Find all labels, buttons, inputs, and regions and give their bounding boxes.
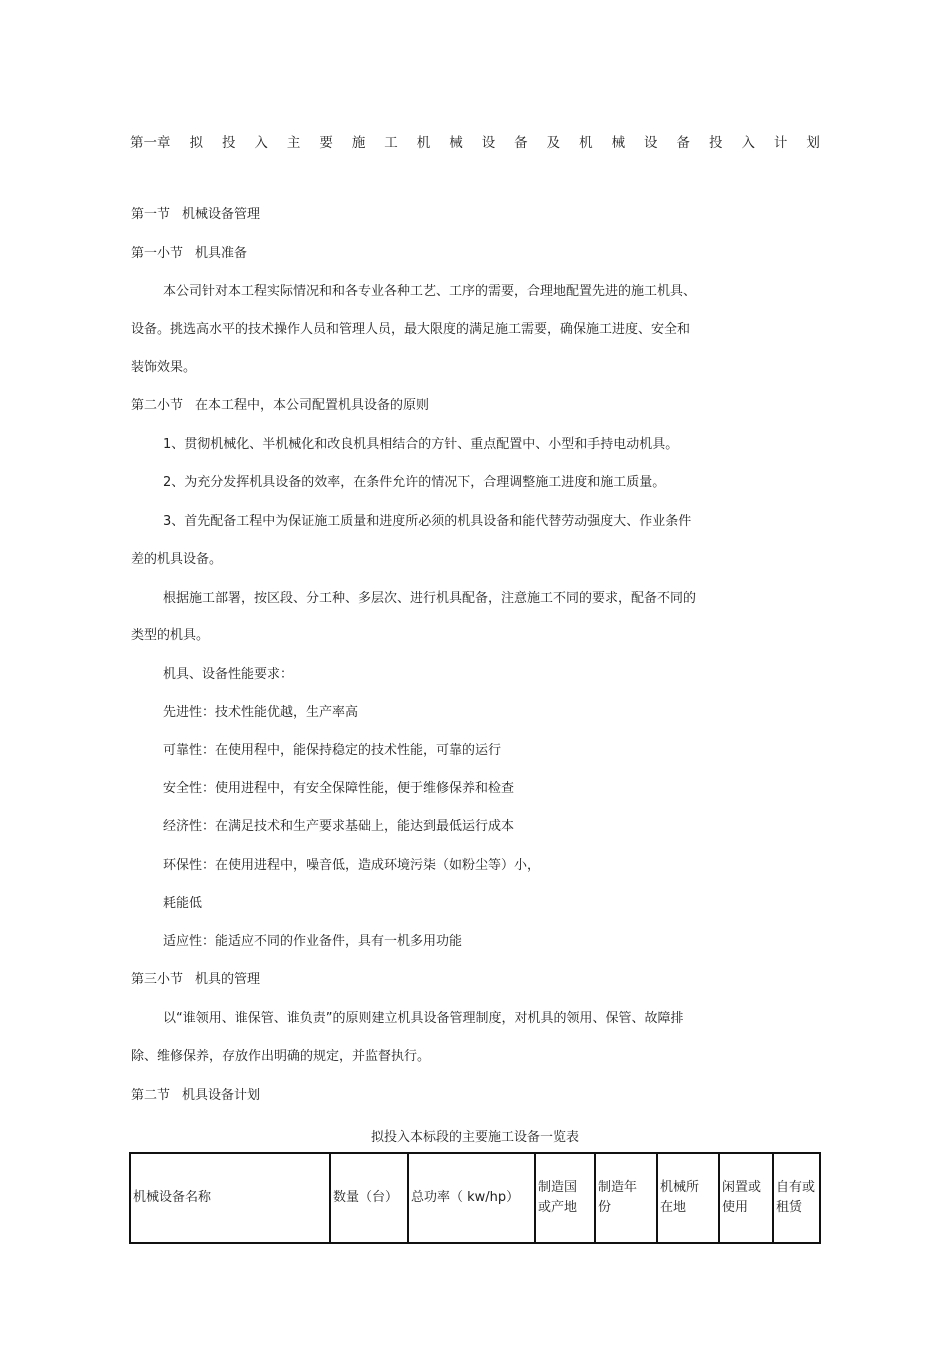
table-caption: 拟投入本标段的主要施工设备一览表 [370,1130,579,1145]
title-char: 及 [546,135,561,151]
title-char: 第一章 [130,135,171,151]
subsection-number: 第二小节 [131,398,184,413]
section-heading [131,1087,260,1105]
title-char: 械 [611,135,626,151]
paragraph-line: 以“谁领用、谁保管、谁负责”的原则建立机具设备管理制度，对机具的领用、保管、故障排 [163,1011,684,1026]
title-char: 投 [708,135,723,151]
title-char: 机 [416,135,431,151]
title-char: 备 [514,135,528,151]
subsection-text: 机具准备 [195,246,248,261]
header-quantity: 数量（台） [330,1153,408,1243]
table-header-row [130,1153,820,1243]
paragraph-line: 本公司针对本工程实际情况和和各专业各种工艺、工序的需要，合理地配置先进的施工机具、 [163,284,697,299]
header-status: 闲置或 使用 [719,1153,773,1243]
title-char: 主 [286,135,301,151]
title-char: 入 [254,135,268,151]
requirements-title: 机具、设备性能要求： [163,667,294,682]
paragraph-line: 装饰效果。 [131,360,197,375]
paragraph-line: 设备。挑选高水平的技术操作人员和管理人员，最大限度的满足施工需要，确保施工进度、安全和 [131,322,691,337]
subsection-heading [131,397,429,415]
requirement-item: 先进性：技术性能优越，生产率高 [163,705,359,720]
title-char: 入 [741,135,755,151]
title-char: 设 [644,135,658,151]
equipment-table [129,1152,821,1244]
title-char: 投 [221,135,236,151]
header-equipment-name: 机械设备名称 [130,1153,330,1243]
title-char: 械 [449,135,463,151]
chapter-title [130,131,820,151]
paragraph-line: 类型的机具。 [131,628,210,643]
title-char: 设 [481,135,496,151]
title-char: 计 [773,135,788,151]
title-char: 施 [351,135,366,151]
requirement-item: 经济性：在满足技术和生产要求基础上，能达到最低运行成本 [163,819,515,834]
header-location: 机械所 在地 [657,1153,719,1243]
section-text: 机具设备计划 [182,1088,261,1103]
title-char: 机 [579,135,593,151]
paragraph-line: 根据施工部署，按区段、分工种、多层次、进行机具配备，注意施工不同的要求，配备不同的 [163,591,697,606]
section-number: 第二节 [131,1088,171,1103]
list-item: 2、为充分发挥机具设备的效率，在条件允许的情况下，合理调整施工进度和施工质量。 [163,475,666,490]
subsection-number: 第三小节 [131,972,184,987]
subsection-text: 机具的管理 [195,972,261,987]
subsection-heading [131,245,247,263]
header-total-power: 总功率（ kw/hp） [408,1153,535,1243]
title-char: 拟 [189,135,203,151]
title-char: 划 [806,135,820,151]
header-ownership: 自有或 租赁 [773,1153,820,1243]
subsection-text: 在本工程中，本公司配置机具设备的原则 [195,398,430,413]
requirement-item: 耗能低 [163,896,203,911]
requirement-item: 适应性：能适应不同的作业备件，具有一机多用功能 [163,934,463,949]
paragraph-line: 除、维修保养，存放作出明确的规定，并监督执行。 [131,1049,431,1064]
title-char: 要 [319,135,333,151]
list-item: 1、贯彻机械化、半机械化和改良机具相结合的方针、重点配置中、小型和手持电动机具。 [163,437,679,452]
title-char: 备 [676,135,690,151]
requirement-item: 可靠性：在使用程中，能保持稳定的技术性能，可靠的运行 [163,743,502,758]
section-number: 第一节 [131,207,171,222]
subsection-heading [131,971,260,989]
subsection-number: 第一小节 [131,246,184,261]
section-text: 机械设备管理 [182,207,261,222]
list-item: 3、首先配备工程中为保证施工质量和进度所必须的机具设备和能代替劳动强度大、作业条件 [163,514,692,529]
requirement-item: 环保性：在使用进程中，噪音低，造成环境污柒（如粉尘等）小， [163,858,541,873]
requirement-item: 安全性：使用进程中，有安全保障性能，便于维修保养和检查 [163,781,515,796]
header-origin: 制造国 或产地 [535,1153,595,1243]
section-heading [131,206,260,224]
header-manufacture-year: 制造年 份 [595,1153,657,1243]
title-char: 工 [384,135,398,151]
list-item-continuation: 差的机具设备。 [131,552,223,567]
